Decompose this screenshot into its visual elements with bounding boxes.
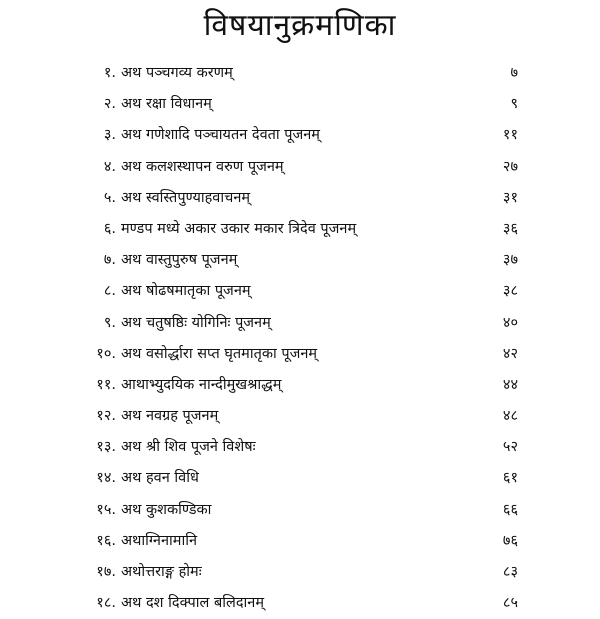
toc-entry-number: ५. (103, 189, 116, 206)
toc-entry (0, 526, 600, 557)
toc-entry (0, 588, 600, 619)
toc-entry-title: अथ हवन विधि (121, 470, 199, 487)
toc-entry-number: १७. (96, 564, 116, 580)
toc-entry-title: अथोत्तराङ्ग होमः (121, 564, 202, 580)
toc-entry-page-number: ३१ (502, 189, 518, 206)
toc-entry-title: मण्डप मध्ये अकार उकार मकार त्रिदेव पूजनम् (121, 220, 357, 237)
toc-entry-page-number: ६६ (502, 501, 518, 518)
toc-entry-number: १०. (96, 345, 116, 362)
toc-entry-title: अथाग्निनामानि (121, 532, 198, 549)
toc-entry-page-number: ९ (510, 96, 518, 113)
toc-entry-number: १५. (96, 501, 116, 518)
toc-entry (0, 495, 600, 526)
toc-entry-title: अथ कुशकण्डिका (121, 501, 212, 518)
toc-entry-title: अथ वास्तुपुरुष पूजनम् (121, 252, 238, 269)
toc-entry (0, 58, 600, 89)
toc-entry-title: अथ श्री शिव पूजने विशेषः (121, 439, 256, 456)
toc-entry-title: अथ गणेशादि पञ्चायतन देवता पूजनम् (121, 127, 320, 144)
toc-entry-number: ९. (103, 314, 116, 331)
toc-entry (0, 463, 600, 494)
toc-entry-number: १४. (96, 470, 116, 487)
toc-entry-page-number: ६१ (502, 470, 518, 487)
toc-entry (0, 183, 600, 214)
toc-entry (0, 339, 600, 370)
toc-entry-page-number: ११ (502, 127, 518, 144)
toc-entry-number: १२. (96, 408, 116, 425)
toc-entry-number: ११. (96, 376, 116, 393)
toc-entry (0, 557, 600, 588)
toc-entry-page-number: ७६ (502, 532, 518, 549)
toc-entry-title: अथ स्वस्तिपुण्याहवाचनम् (121, 189, 251, 206)
toc-entry (0, 214, 600, 245)
toc-entry-title: अथ चतुषष्ठिः योगिनिः पूजनम् (121, 314, 271, 331)
toc-entry-number: ८. (103, 283, 116, 300)
toc-entry-page-number: ३८ (502, 283, 518, 300)
toc-entry-page-number: ७ (510, 65, 518, 81)
toc-entry-title: अथ पञ्चगव्य करणम् (121, 65, 233, 81)
toc-entry-title: अथ रक्षा विधानम् (121, 96, 212, 113)
toc-entry (0, 245, 600, 276)
toc-entry (0, 370, 600, 401)
toc-entry-page-number: ४२ (502, 345, 518, 362)
table-of-contents (0, 58, 600, 619)
toc-entry-page-number: ५२ (502, 439, 518, 456)
toc-entry-page-number: ३७ (502, 252, 518, 269)
toc-entry (0, 308, 600, 339)
toc-entry-number: १६. (96, 532, 116, 549)
title-container (0, 6, 600, 46)
toc-entry (0, 152, 600, 183)
toc-entry-title: अथ नवग्रह पूजनम् (121, 408, 219, 425)
toc-entry-page-number: २७ (502, 158, 518, 175)
toc-entry-page-number: ४८ (502, 408, 518, 425)
toc-entry-number: ७. (103, 252, 116, 269)
toc-entry-number: ४. (103, 158, 116, 175)
toc-entry-page-number: ४० (502, 314, 518, 331)
toc-entry-number: ३. (103, 127, 116, 144)
toc-entry-page-number: ४४ (502, 376, 518, 393)
toc-entry (0, 276, 600, 307)
toc-entry (0, 432, 600, 463)
toc-entry-number: २. (103, 96, 116, 113)
page-title: विषयानुक्रमणिका (203, 8, 397, 43)
toc-entry-page-number: ८३ (502, 564, 518, 580)
toc-entry-title: अथ षोढषमातृका पूजनम् (121, 283, 251, 300)
toc-entry-page-number: ३६ (502, 220, 518, 237)
toc-entry-title: आथाभ्युदयिक नान्दीमुखश्राद्धम् (121, 376, 282, 393)
toc-entry (0, 401, 600, 432)
toc-entry-number: १. (103, 65, 116, 81)
toc-entry-number: १३. (96, 439, 116, 456)
toc-entry (0, 120, 600, 151)
toc-entry-number: ६. (103, 220, 116, 237)
toc-entry-title: अथ वसोर्द्धारा सप्त घृतमातृका पूजनम् (121, 345, 318, 362)
toc-entry (0, 89, 600, 120)
toc-entry-title: अथ कलशस्थापन वरुण पूजनम् (121, 158, 284, 175)
toc-entry-page-number: ८५ (502, 595, 518, 612)
toc-entry-title: अथ दश दिक्पाल बलिदानम् (121, 595, 265, 612)
toc-entry-number: १८. (96, 595, 116, 612)
